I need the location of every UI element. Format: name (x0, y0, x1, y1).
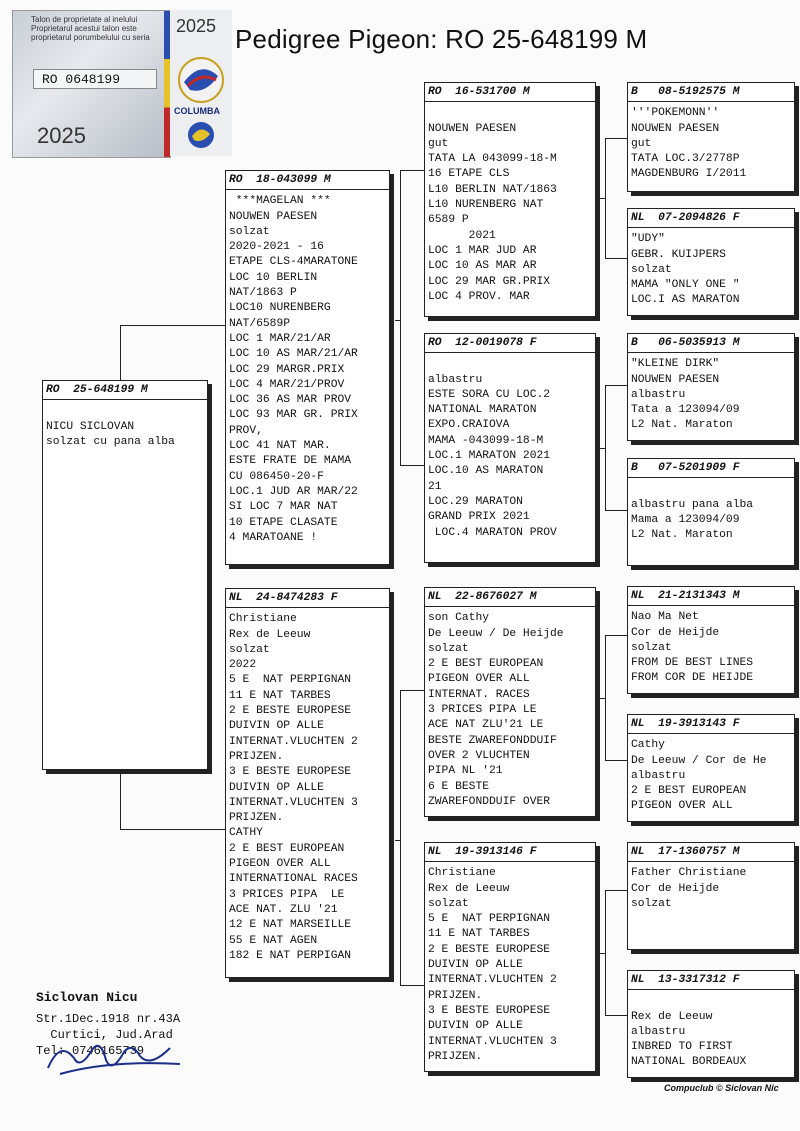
ssd-card (627, 208, 795, 316)
handwritten-signature (40, 1030, 190, 1080)
pedigree-line: albastru pana alba (631, 498, 754, 511)
pedigree-line: "KLEINE DIRK" (631, 358, 720, 371)
stamp-serial: RO 0648199 (33, 69, 157, 89)
pedigree-line: OVER 2 VLUCHTEN (428, 749, 530, 762)
pedigree-line: solzat (631, 641, 672, 654)
pedigree-line: INBRED TO FIRST (631, 1041, 733, 1054)
sss-card (627, 82, 795, 192)
pedigree-line: LOC 93 MAR GR. PRIX (229, 409, 358, 422)
pedigree-line: Nao Ma Net (631, 611, 699, 624)
pedigree-line: LOC 10 BERLIN (229, 271, 318, 284)
pedigree-line: LOC 1 MAR/21/AR (229, 332, 331, 345)
pedigree-line: 55 E NAT AGEN (229, 934, 318, 947)
pedigree-line: PIPA NL '21 (428, 765, 503, 778)
pedigree-line: PRIJZEN. (229, 812, 284, 825)
pedigree-line: EXPO.CRAIOVA (428, 419, 510, 432)
pedigree-line (428, 357, 592, 372)
pedigree-line: NICU SICLOVAN (46, 420, 135, 433)
ring-number: NL 07-2094826 F (628, 211, 794, 228)
connector (600, 448, 606, 449)
pedigree-line: LOC.10 AS MARATON (428, 465, 544, 478)
pedigree-line: FROM DE BEST LINES (631, 657, 754, 670)
pedigree-line: L2 Nat. Maraton (631, 419, 733, 432)
connector (605, 138, 627, 139)
ring-number: NL 19-3913146 F (425, 845, 595, 862)
dam-sire-card (424, 587, 596, 817)
pedigree-line: INTERNAT. RACES (428, 688, 530, 701)
pedigree-line: NATIONAL BORDEAUX (631, 1056, 747, 1069)
pedigree-line: 16 ETAPE CLS (428, 168, 510, 181)
pedigree-line: Cor de Heijde (631, 882, 720, 895)
pedigree-line: 2 E BEST EUROPEAN (229, 842, 345, 855)
pedigree-line: INTERNAT.VLUCHTEN 3 (428, 1035, 557, 1048)
pedigree-line: 2 E BEST EUROPEAN (428, 658, 544, 671)
owner-name: Siclovan Nicu (36, 990, 138, 1005)
pedigree-line: INTERNAT.VLUCHTEN 2 (428, 974, 557, 987)
pedigree-line: solzat (428, 642, 469, 655)
pedigree-line: Tata a 123094/09 (631, 404, 740, 417)
sds-card (627, 333, 795, 441)
logo-name: COLUMBA (174, 106, 220, 116)
pedigree-line: DUIVIN OP ALLE (229, 720, 324, 733)
pedigree-line: Christiane (428, 867, 496, 880)
pedigree-line: L10 BERLIN NAT/1863 (428, 183, 557, 196)
pedigree-line: solzat (631, 897, 672, 910)
pedigree-line: LOC.4 MARATON PROV (428, 526, 557, 539)
pedigree-line: LOC.I AS MARATON (631, 294, 740, 307)
connector (605, 385, 627, 386)
pedigree-line: Rex de Leeuw (631, 1010, 713, 1023)
pedigree-line: 6589 P (428, 214, 469, 227)
pedigree-line: 2 E BESTE EUROPESE (428, 943, 551, 956)
ring-number: RO 25-648199 M (43, 383, 207, 400)
pedigree-line (631, 994, 791, 1009)
pedigree-line: LOC 29 MAR GR.PRIX (428, 275, 551, 288)
connector (400, 985, 424, 986)
pedigree-line: ESTE SORA CU LOC.2 (428, 388, 551, 401)
dam-dam-card (424, 842, 596, 1072)
pedigree-line: LOC 41 NAT MAR. (229, 440, 331, 453)
connector (400, 170, 424, 171)
pedigree-line: '''POKEMONN'' (631, 107, 720, 120)
pedigree-line: NOUWEN PAESEN (428, 122, 517, 135)
connector (400, 690, 401, 985)
pedigree-line: NOUWEN PAESEN (631, 373, 720, 386)
pedigree-line: CU 086450-20-F (229, 470, 324, 483)
pedigree-line: 2 E BEST EUROPEAN (631, 785, 747, 798)
pedigree-line: 11 E NAT TARBES (229, 689, 331, 702)
pedigree-line: LOC.1 MARATON 2021 (428, 450, 551, 463)
pedigree-line: solzat (631, 263, 672, 276)
dam-card (225, 588, 390, 978)
pedigree-line: albastru (631, 388, 686, 401)
pedigree-line (428, 106, 592, 121)
columba-logo (170, 10, 232, 156)
pedigree-line: LOC10 NURENBERG (229, 302, 331, 315)
pedigree-line: INTERNAT.VLUCHTEN 2 (229, 735, 358, 748)
pedigree-line: ESTE FRATE DE MAMA (229, 455, 352, 468)
columba-emblem-icon (170, 10, 232, 156)
stamp-text: Talon de proprietate al inelului Proprietarul acestui talon este proprietarul porumbelului cu seria (31, 15, 150, 42)
subject-card (42, 380, 208, 770)
connector (400, 690, 424, 691)
pedigree-line: ACE NAT ZLU'21 LE (428, 719, 544, 732)
pedigree-line: LOC 10 AS MAR/21/AR (229, 348, 358, 361)
pedigree-line: 3 E BESTE EUROPESE (428, 1004, 551, 1017)
pedigree-line: PROV, (229, 424, 263, 437)
connector (400, 170, 401, 465)
pedigree-line: GEBR. KUIJPERS (631, 248, 726, 261)
pedigree-line: 10 ETAPE CLASATE (229, 516, 338, 529)
pedigree-line: NAT/6589P (229, 317, 291, 330)
pedigree-line: NOUWEN PAESEN (631, 122, 720, 135)
pedigree-line: GRAND PRIX 2021 (428, 511, 530, 524)
connector (600, 698, 606, 699)
pedigree-line: 12 E NAT MARSEILLE (229, 919, 352, 932)
pedigree-line: 5 E NAT PERPIGNAN (428, 913, 551, 926)
ring-number: RO 12-0019078 F (425, 336, 595, 353)
pedigree-line: NOUWEN PAESEN (229, 210, 318, 223)
pedigree-line: ACE NAT. ZLU '21 (229, 903, 338, 916)
pedigree-line: PRIJZEN. (428, 989, 483, 1002)
dss-card (627, 586, 795, 694)
ring-number: NL 19-3913143 F (628, 717, 794, 734)
pedigree-line: LOC 4 MAR/21/PROV (229, 378, 345, 391)
pedigree-line: 6 E BESTE (428, 780, 490, 793)
ring-number: RO 16-531700 M (425, 85, 595, 102)
connector (605, 890, 627, 891)
pedigree-line: TATA LA 043099-18-M (428, 153, 557, 166)
pedigree-line: "UDY" (631, 233, 665, 246)
pedigree-line: 21 (428, 480, 442, 493)
pedigree-line: De Leeuw / Cor de He (631, 754, 767, 767)
pedigree-line (46, 404, 204, 419)
stamp-year: 2025 (37, 123, 86, 148)
pedigree-line: L10 NURENBERG NAT (428, 199, 544, 212)
ring-ownership-stamp (12, 10, 171, 158)
pedigree-line: Rex de Leeuw (229, 628, 311, 641)
owner-phone: Tel: 0746165739 (36, 1044, 145, 1058)
pedigree-line: PIGEON OVER ALL (631, 800, 733, 813)
pedigree-line: MAGDENBURG I/2011 (631, 168, 747, 181)
pedigree-line: De Leeuw / De Heijde (428, 627, 564, 640)
connector (605, 510, 627, 511)
sire-card (225, 170, 390, 565)
pedigree-line: ***MAGELAN *** (229, 195, 331, 208)
ring-number: RO 18-043099 M (226, 173, 389, 190)
pedigree-line: LOC.29 MARATON (428, 495, 523, 508)
pedigree-line: 2 E BESTE EUROPESE (229, 705, 352, 718)
pedigree-line: PRIJZEN. (428, 1050, 483, 1063)
pedigree-line: 2021 (428, 229, 496, 242)
pedigree-line: LOC 4 PROV. MAR (428, 290, 530, 303)
pedigree-line: MAMA "ONLY ONE " (631, 279, 740, 292)
sdd-card (627, 458, 795, 566)
ddd-card (627, 970, 795, 1078)
ring-number: NL 22-8676027 M (425, 590, 595, 607)
pedigree-line: Rex de Leeuw (428, 882, 510, 895)
connector (600, 953, 606, 954)
pedigree-line: solzat (428, 897, 469, 910)
connector (120, 829, 225, 830)
connector (605, 635, 627, 636)
pedigree-line: PIGEON OVER ALL (229, 858, 331, 871)
connector (120, 325, 121, 380)
pedigree-line: gut (631, 137, 652, 150)
pedigree-line: INTERNAT.VLUCHTEN 3 (229, 796, 358, 809)
dds-card (627, 842, 795, 950)
ring-number: B 07-5201909 F (628, 461, 794, 478)
connector (600, 198, 606, 199)
pedigree-line: CATHY (229, 827, 263, 840)
ring-number: NL 13-3317312 F (628, 973, 794, 990)
logo-year: 2025 (176, 16, 217, 36)
pedigree-line: INTERNATIONAL RACES (229, 873, 358, 886)
owner-address-1: Str.1Dec.1918 nr.43A (36, 1012, 181, 1026)
connector (605, 760, 627, 761)
pedigree-line: PRIJZEN. (229, 750, 284, 763)
pedigree-line: solzat (229, 225, 270, 238)
pedigree-line: 5 E NAT PERPIGNAN (229, 674, 352, 687)
pedigree-line: 2022 (229, 659, 257, 672)
pedigree-line: solzat (229, 643, 270, 656)
pedigree-line: Mama a 123094/09 (631, 513, 740, 526)
connector (400, 465, 424, 466)
dsd-card (627, 714, 795, 822)
connector (120, 325, 225, 326)
sire-dam-card (424, 333, 596, 563)
ring-number: NL 17-1360757 M (628, 845, 794, 862)
sire-sire-card (424, 82, 596, 317)
pedigree-line: 4 MARATOANE ! (229, 531, 318, 544)
pedigree-line: ETAPE CLS-4MARATONE (229, 256, 358, 269)
page-title: Pedigree Pigeon: RO 25-648199 M (235, 24, 648, 54)
pedigree-line: 11 E NAT TARBES (428, 928, 530, 941)
pedigree-line: 182 E NAT PERPIGAN (229, 949, 352, 962)
pedigree-line: NAT/1863 P (229, 287, 297, 300)
pedigree-line: LOC 29 MARGR.PRIX (229, 363, 345, 376)
pedigree-line: albastru (428, 373, 483, 386)
pedigree-line: albastru (631, 1025, 686, 1038)
pedigree-line: 3 PRICES PIPA LE (428, 704, 537, 717)
pedigree-line: gut (428, 137, 449, 150)
pedigree-line: son Cathy (428, 612, 490, 625)
pedigree-line: DUIVIN OP ALLE (229, 781, 324, 794)
pedigree-line: LOC 10 AS MAR AR (428, 260, 537, 273)
pedigree-line: L2 Nat. Maraton (631, 529, 733, 542)
pedigree-line: PIGEON OVER ALL (428, 673, 530, 686)
pedigree-line: solzat cu pana alba (46, 435, 175, 448)
pedigree-line: LOC 36 AS MAR PROV (229, 394, 352, 407)
pedigree-line: 3 PRICES PIPA LE (229, 888, 345, 901)
connector (395, 840, 401, 841)
pedigree-line: Father Christiane (631, 867, 747, 880)
owner-address-2: Curtici, Jud.Arad (36, 1028, 173, 1042)
pedigree-line: MAMA -043099-18-M (428, 434, 544, 447)
pedigree-line: DUIVIN OP ALLE (428, 1020, 523, 1033)
connector (395, 320, 401, 321)
pedigree-line: LOC.1 JUD AR MAR/22 (229, 485, 358, 498)
pedigree-line: ZWAREFONDDUIF OVER (428, 795, 551, 808)
pedigree-line: BESTE ZWAREFONDDUIF (428, 734, 557, 747)
ring-number: NL 21-2131343 M (628, 589, 794, 606)
connector (120, 771, 121, 829)
pedigree-line: LOC 1 MAR JUD AR (428, 244, 537, 257)
pedigree-line: TATA LOC.3/2778P (631, 153, 740, 166)
pedigree-line: 2020-2021 - 16 (229, 241, 324, 254)
pedigree-line: albastru (631, 769, 686, 782)
footer-credit: Compuclub © Siclovan Nic (664, 1083, 779, 1093)
pedigree-line: DUIVIN OP ALLE (428, 959, 523, 972)
ring-number: NL 24-8474283 F (226, 591, 389, 608)
pedigree-line: Christiane (229, 613, 297, 626)
pedigree-line (631, 482, 791, 497)
connector (605, 258, 627, 259)
pedigree-line: Cor de Heijde (631, 626, 720, 639)
connector (605, 1015, 627, 1016)
pedigree-line: FROM COR DE HEIJDE (631, 672, 754, 685)
pedigree-line: 3 E BESTE EUROPESE (229, 766, 352, 779)
pedigree-line: NATIONAL MARATON (428, 404, 537, 417)
pedigree-line: Cathy (631, 739, 665, 752)
pedigree-line: SI LOC 7 MAR NAT (229, 501, 338, 514)
ring-number: B 08-5192575 M (628, 85, 794, 102)
ring-number: B 06-5035913 M (628, 336, 794, 353)
